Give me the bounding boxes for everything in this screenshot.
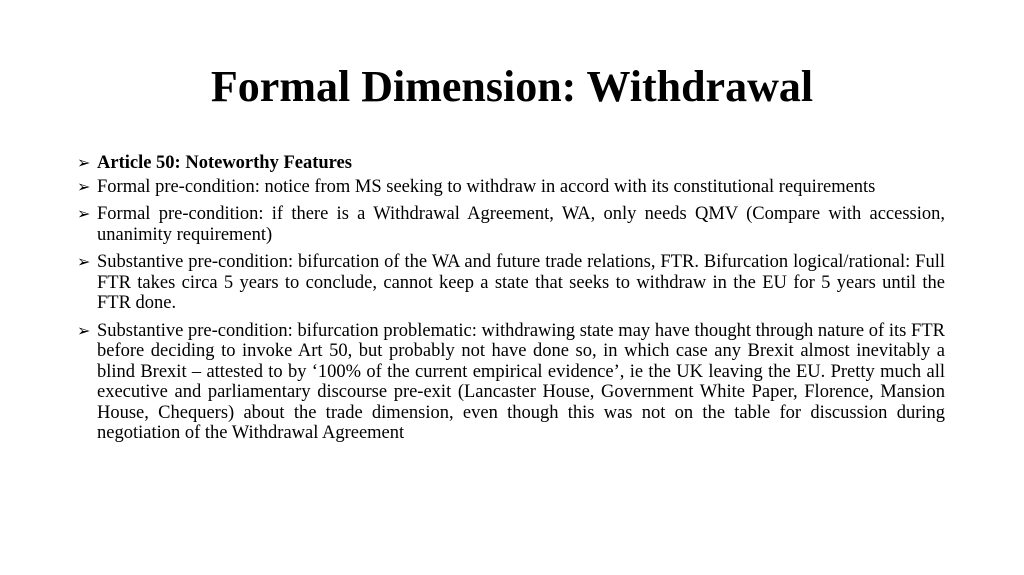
bullet-item bbox=[77, 177, 945, 198]
slide-title: Formal Dimension: Withdrawal bbox=[210, 62, 814, 111]
bullet-list bbox=[77, 153, 945, 451]
bullet-text: Substantive pre-condition: bifurcation of the WA and future trade relations, FTR. Bifurcation logical/rational: Full FTR takes circa 5 years to conclude, cannot keep a state that seeks to withdraw in the EU for 5 years until the FTR done. bbox=[97, 252, 945, 313]
arrow-bullet-icon: ➢ bbox=[77, 320, 91, 340]
bullet-item bbox=[77, 252, 945, 314]
bullet-text: Substantive pre-condition: bifurcation problematic: withdrawing state may have thought through nature of its FTR before deciding to invoke Art 50, but probably not have done so, in which case any Brexit almost inevitably a blind Brexit – attested to by ‘100% of the current empirical evidence’, ie the UK leaving the EU. Pretty much all executive and parliamentary discourse pre-exit (Lancaster House, Government White Paper, Florence, Mansion House, Chequers) about the trade dimension, even though this was not on the table for discussion during negotiation of the Withdrawal Agreement bbox=[97, 320, 945, 443]
bullet-text: Formal pre-condition: notice from MS seeking to withdraw in accord with its constitutional requirements bbox=[97, 176, 876, 197]
bullet-text: Formal pre-condition: if there is a Withdrawal Agreement, WA, only needs QMV (Compare with accession, unanimity requirement) bbox=[97, 204, 945, 245]
bullet-text: Article 50: Noteworthy Features bbox=[97, 153, 352, 173]
arrow-bullet-icon: ➢ bbox=[77, 204, 91, 223]
arrow-bullet-icon: ➢ bbox=[77, 153, 91, 172]
bullet-item bbox=[77, 321, 945, 444]
bullet-item bbox=[77, 204, 945, 245]
arrow-bullet-icon: ➢ bbox=[77, 252, 91, 271]
arrow-bullet-icon: ➢ bbox=[77, 176, 91, 196]
bullet-item bbox=[77, 153, 945, 174]
